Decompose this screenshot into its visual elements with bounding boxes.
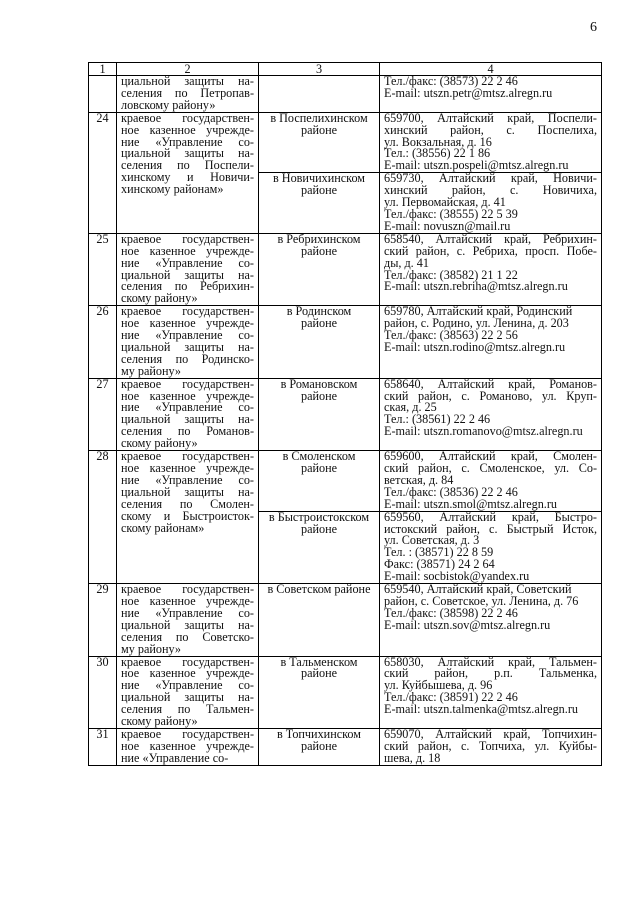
district-name — [259, 451, 380, 512]
cell-line: краевое государствен- — [121, 728, 254, 741]
contact-details — [380, 112, 602, 173]
cell-line: скому и Быстроисток- — [121, 508, 254, 523]
district-name — [259, 728, 380, 765]
cell-line: хинскому районам» — [121, 182, 224, 197]
cell-line: краевое государствен- — [121, 112, 254, 125]
contact-details — [380, 584, 602, 656]
cell-line: 658640, Алтайский край, Романов- — [384, 378, 597, 391]
contact-details — [380, 728, 602, 765]
table-row — [89, 656, 602, 728]
table-row — [89, 451, 602, 512]
table-row — [89, 76, 602, 113]
table-row — [89, 378, 602, 450]
cell-line: ние «Управление со- — [121, 605, 254, 620]
cell-line: хинский район, с. Новичиха, — [384, 183, 597, 198]
cell-line: 658540, Алтайский край, Ребрихин- — [384, 233, 597, 246]
page-number: 6 — [590, 20, 597, 35]
district-name — [259, 656, 380, 728]
cell-line: в Ребрихинском — [277, 233, 361, 246]
cell-line: E-mail: utszn.romanovo@mtsz.alregn.ru — [384, 424, 583, 439]
cell-line: районе — [300, 183, 338, 198]
cell-line: истокский район, с. Быстрый Исток, — [384, 521, 597, 536]
cell-line: Тел./факс: (38573) 22 2 46 — [384, 75, 518, 88]
cell-line: ул. Вокзальная, д. 16 — [384, 134, 492, 149]
cell-line: селения по Родинско- — [121, 351, 254, 366]
cell-line: Тел./факс: (38555) 22 5 39 — [384, 206, 518, 221]
cell-line: ловскому району» — [121, 97, 216, 112]
district-name — [259, 173, 380, 234]
cell-line: E-mail: novuszn@mail.ru — [384, 218, 511, 233]
cell-line: селения по Тальмен- — [121, 702, 254, 717]
cell-line: районе — [300, 521, 338, 536]
cell-line: Тел.: (38556) 22 1 86 — [384, 146, 491, 161]
cell-line: ский район, с. Топчиха, ул. Куйбы- — [384, 738, 597, 753]
cell-line: Тел./факс: (38536) 22 2 46 — [384, 484, 518, 499]
cell-line: в Смоленском — [282, 450, 356, 464]
cell-line: шева, д. 18 — [384, 750, 441, 765]
cell-line: ние «Управление со- — [121, 750, 229, 765]
cell-line: ский район, с. Романово, ул. Круп- — [384, 388, 597, 403]
cell-line: E-mail: utszn.rodino@mtsz.alregn.ru — [384, 339, 566, 354]
cell-line: ное казенное учрежде- — [121, 461, 254, 475]
cell-line: 659600, Алтайский край, Смолен- — [384, 450, 597, 464]
contact-details — [380, 306, 602, 378]
cell-line: E-mail: utszn.rebriha@mtsz.alregn.ru — [384, 279, 568, 294]
cell-line: ветская, д. 84 — [384, 472, 454, 487]
cell-line: селения по Ребрихин- — [121, 279, 254, 294]
cell-line: ние «Управление со- — [121, 678, 254, 693]
cell-line: ский район, с. Ребриха, просп. Побе- — [384, 243, 597, 258]
cell-line: E-mail: utszn.pospeli@mtsz.alregn.ru — [384, 158, 569, 173]
cell-line: ние «Управление со- — [121, 472, 254, 487]
cell-line: краевое государствен- — [121, 305, 254, 319]
cell-line: в Быстроистокском — [268, 511, 370, 524]
cell-line: селения по Романов- — [121, 424, 254, 439]
cell-line: E-mail: utszn.petr@mtsz.alregn.ru — [384, 85, 553, 100]
cell-line: районе — [300, 122, 338, 137]
organization-name — [117, 656, 259, 728]
cell-line: районе — [300, 461, 338, 475]
organization-name — [117, 584, 259, 656]
contact-details — [380, 451, 602, 512]
table-row — [89, 306, 602, 378]
cell-line: циальной защиты на- — [121, 146, 254, 161]
cell-line: в Поспелихинском — [270, 112, 368, 125]
table-row — [89, 112, 602, 173]
district-name — [259, 584, 380, 656]
row-number: 28 — [89, 451, 117, 584]
cell-line: ние «Управление со- — [121, 134, 254, 149]
cell-line: районе — [300, 316, 338, 331]
cell-line: ул. Советская, д. 3 — [384, 533, 480, 548]
table-body — [89, 63, 602, 766]
cell-line: в Новичихинском — [272, 172, 366, 186]
cell-line: циальной защиты на- — [121, 339, 254, 354]
organization-name — [117, 233, 259, 305]
column-header: 4 — [380, 63, 602, 76]
cell-line: 659780, Алтайский край, Родинский — [384, 305, 573, 319]
organization-name — [117, 76, 259, 113]
cell-line: циальной защиты на- — [121, 690, 254, 705]
cell-line: в Тальменском — [280, 656, 358, 669]
cell-line: ное казенное учрежде- — [121, 316, 254, 331]
institutions-table — [88, 62, 602, 766]
contact-details — [380, 511, 602, 583]
cell-line: циальной защиты на- — [121, 267, 254, 282]
cell-line: 659730, Алтайский край, Новичи- — [384, 172, 597, 186]
district-name — [259, 112, 380, 173]
cell-line: E-mail: socbistok@yandex.ru — [384, 569, 530, 584]
cell-line: краевое государствен- — [121, 450, 254, 464]
cell-line: ние «Управление со- — [121, 400, 254, 415]
cell-line: краевое государствен- — [121, 233, 254, 246]
contact-details — [380, 233, 602, 305]
cell-line: ский район, с. Смоленское, ул. Со- — [384, 461, 597, 475]
cell-line: циальной защиты на- — [121, 412, 254, 427]
cell-line: селения по Советско- — [121, 629, 254, 644]
row-number: 30 — [89, 656, 117, 728]
cell-line: 659700, Алтайский край, Поспели- — [384, 112, 597, 125]
cell-line: ное казенное учрежде- — [121, 388, 254, 403]
cell-line: E-mail: utszn.talmenka@mtsz.alregn.ru — [384, 702, 578, 717]
cell-line: селения по Смолен- — [121, 496, 254, 511]
cell-line: Факс: (38571) 24 2 64 — [384, 557, 495, 572]
cell-line: циальной защиты на- — [121, 75, 254, 88]
cell-line: ская, д. 25 — [384, 400, 437, 415]
district-name — [259, 511, 380, 583]
district-name — [259, 306, 380, 378]
cell-line: районе — [300, 388, 338, 403]
cell-line: циальной защиты на- — [121, 484, 254, 499]
row-number: 29 — [89, 584, 117, 656]
cell-line: Тел./факс: (38582) 21 1 22 — [384, 267, 518, 282]
row-number — [89, 76, 117, 113]
cell-line: му району» — [121, 363, 181, 378]
district-name — [259, 233, 380, 305]
cell-line: краевое государствен- — [121, 656, 254, 669]
cell-line: в Советском районе — [267, 583, 371, 597]
cell-line: скому районам» — [121, 520, 205, 535]
district-name — [259, 378, 380, 450]
cell-line: район, с. Советское, ул. Ленина, д. 76 — [384, 593, 579, 608]
row-number: 31 — [89, 728, 117, 765]
contact-details — [380, 76, 602, 113]
cell-line: скому району» — [121, 436, 198, 451]
cell-line: ние «Управление со- — [121, 328, 254, 343]
cell-line: 659560, Алтайский край, Быстро- — [384, 511, 597, 524]
cell-line: селения по Поспели- — [121, 158, 254, 173]
cell-line: ное казенное учрежде- — [121, 122, 254, 137]
district-name — [259, 76, 380, 113]
cell-line: селения по Петропав- — [121, 85, 254, 100]
organization-name — [117, 112, 259, 233]
table-header-row — [89, 63, 602, 76]
cell-line: краевое государствен- — [121, 378, 254, 391]
cell-line: ное казенное учрежде- — [121, 243, 254, 258]
cell-line: ул. Куйбышева, д. 96 — [384, 678, 493, 693]
cell-line: в Родинском — [286, 305, 352, 319]
cell-line: Тел./факс: (38591) 22 2 46 — [384, 690, 518, 705]
cell-line: ное казенное учрежде- — [121, 738, 254, 753]
cell-line: Тел. : (38571) 22 8 59 — [384, 545, 494, 560]
cell-line: циальной защиты на- — [121, 617, 254, 632]
organization-name — [117, 728, 259, 765]
row-number: 24 — [89, 112, 117, 233]
cell-line: скому району» — [121, 714, 198, 729]
contact-details — [380, 378, 602, 450]
cell-line: краевое государствен- — [121, 583, 254, 597]
cell-line: 659540, Алтайский край, Советский — [384, 583, 572, 597]
row-number: 27 — [89, 378, 117, 450]
row-number: 26 — [89, 306, 117, 378]
cell-line: ние «Управление со- — [121, 255, 254, 270]
contact-details — [380, 173, 602, 234]
cell-line: 659070, Алтайский край, Топчихин- — [384, 728, 597, 741]
cell-line: Тел./факс: (38563) 22 2 56 — [384, 328, 518, 343]
table-row — [89, 233, 602, 305]
organization-name — [117, 306, 259, 378]
cell-line: ул. Первомайская, д. 41 — [384, 195, 506, 210]
table-row — [89, 728, 602, 765]
cell-line: Тел.: (38561) 22 2 46 — [384, 412, 491, 427]
cell-line: район, с. Родино, ул. Ленина, д. 203 — [384, 316, 569, 331]
cell-line: E-mail: utszn.smol@mtsz.alregn.ru — [384, 496, 558, 511]
cell-line: ное казенное учрежде- — [121, 666, 254, 681]
cell-line: хинскому и Новичи- — [121, 170, 254, 185]
column-header: 1 — [89, 63, 117, 76]
cell-line: ский район, р.п. Тальменка, — [384, 666, 597, 681]
cell-line: районе — [300, 738, 338, 753]
cell-line: районе — [300, 666, 338, 681]
cell-line: ное казенное учрежде- — [121, 593, 254, 608]
cell-line: районе — [300, 243, 338, 258]
cell-line: хинский район, с. Поспелиха, — [384, 122, 597, 137]
column-header: 3 — [259, 63, 380, 76]
cell-line: скому району» — [121, 291, 198, 306]
contact-details — [380, 656, 602, 728]
cell-line: E-mail: utszn.sov@mtsz.alregn.ru — [384, 617, 551, 632]
cell-line: ды, д. 41 — [384, 255, 429, 270]
organization-name — [117, 451, 259, 584]
table-row — [89, 584, 602, 656]
cell-line: в Топчихинском — [276, 728, 362, 741]
row-number: 25 — [89, 233, 117, 305]
cell-line: в Романовском — [280, 378, 358, 391]
organization-name — [117, 378, 259, 450]
cell-line: 658030, Алтайский край, Тальмен- — [384, 656, 597, 669]
cell-line: Тел./факс: (38598) 22 2 46 — [384, 605, 518, 620]
column-header: 2 — [117, 63, 259, 76]
cell-line: му району» — [121, 641, 181, 656]
